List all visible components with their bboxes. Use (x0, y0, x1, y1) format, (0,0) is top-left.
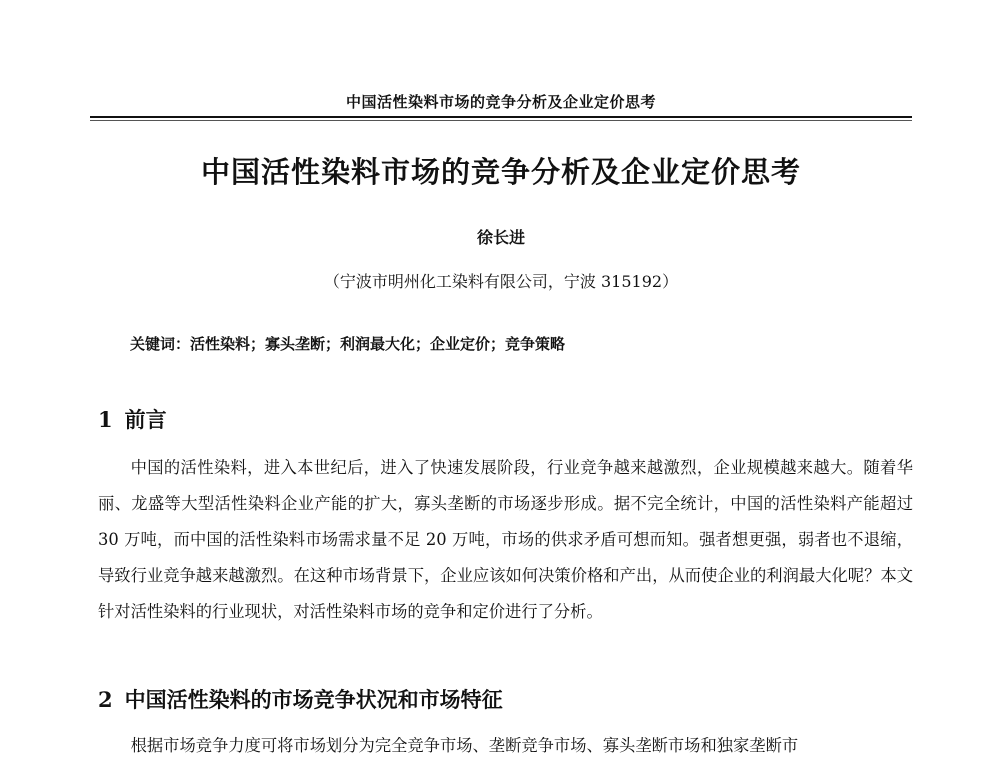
section-paragraph-1: 中国的活性染料，进入本世纪后，进入了快速发展阶段，行业竞争越来越激烈，企业规模越来越大。随着华丽、龙盛等大型活性染料企业产能的扩大，寡头垄断的市场逐步形成。据不完全统计，中国的活性染料产能超过 30 万吨，而中国的活性染料市场需求量不足 20 万吨，市场的供求矛盾可想而知。强者想更强，弱者也不退缩，导致行业竞争越来越激烈。在这种市场背景下，企业应该如何决策价格和产出，从而使企业的利润最大化呢？本文针对活性染料的行业现状，对活性染料市场的竞争和定价进行了分析。 (98, 458, 913, 621)
section-number: 1 (98, 407, 113, 432)
keywords-text: 活性染料；寡头垄断；利润最大化；企业定价；竞争策略 (190, 335, 566, 353)
running-header: 中国活性染料市场的竞争分析及企业定价思考 (345, 93, 656, 111)
section-title: 中国活性染料的市场竞争状况和市场特征 (124, 687, 503, 712)
header-rule-thin (90, 120, 912, 121)
keywords (130, 333, 910, 355)
author: 徐长进 (476, 228, 525, 247)
section-paragraph-2: 根据市场竞争力度可将市场划分为完全竞争市场、垄断竞争市场、寡头垄断市场和独家垄断市 (130, 736, 799, 755)
affiliation: （宁波市明州化工染料有限公司，宁波 315192） (323, 272, 679, 291)
keywords-label: 关键词： (130, 335, 191, 353)
section-title: 前言 (124, 407, 167, 432)
header-rule (90, 116, 912, 118)
section-number: 2 (98, 687, 113, 712)
section-heading-1 (98, 406, 167, 434)
paper-title: 中国活性染料市场的竞争分析及企业定价思考 (200, 155, 801, 189)
section-heading-2 (98, 686, 503, 714)
